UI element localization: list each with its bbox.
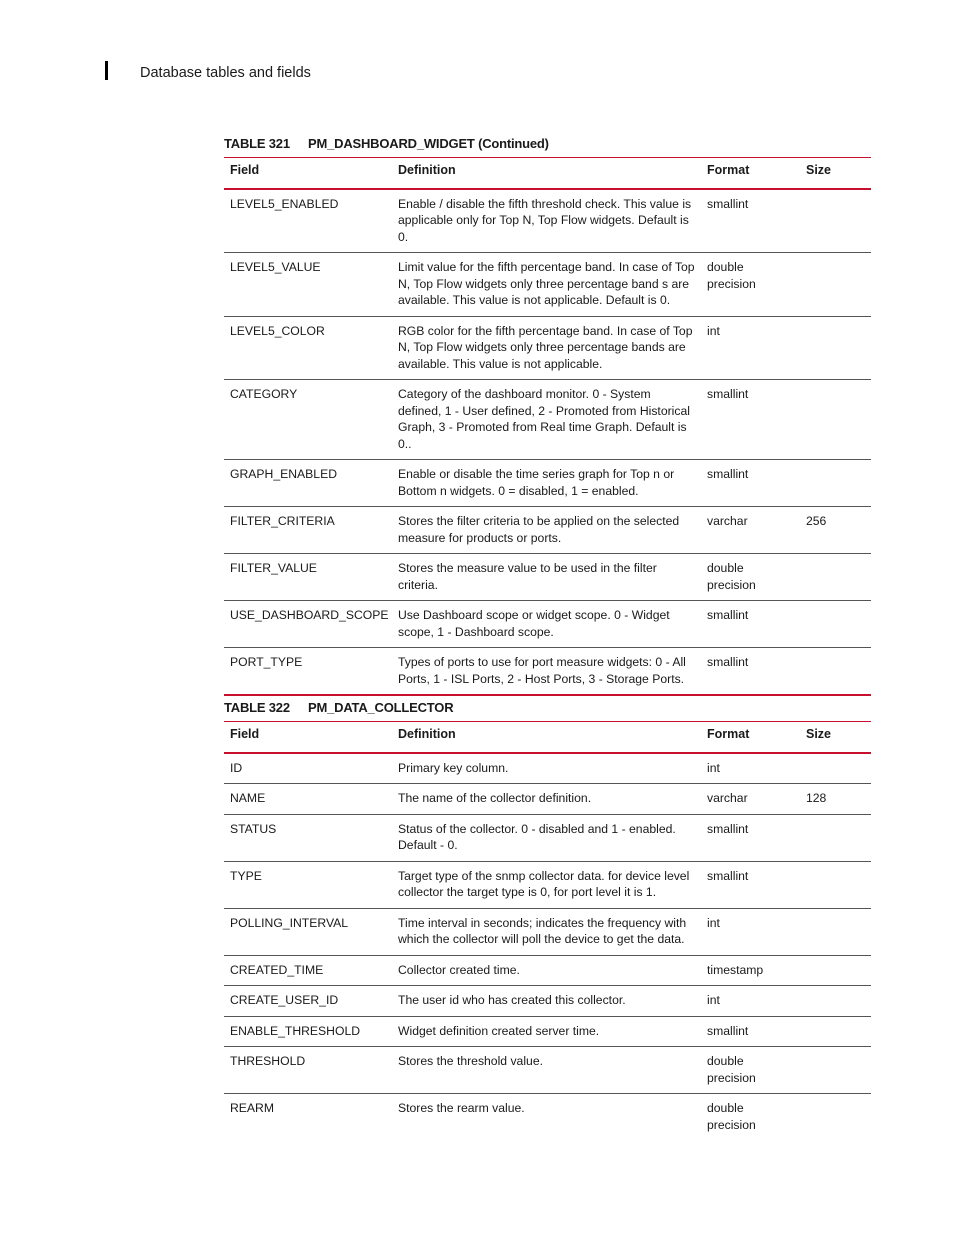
table-row [224, 784, 871, 815]
table-row [224, 460, 871, 507]
field-cell: REARM [230, 1101, 275, 1115]
size-cell [800, 1094, 871, 1141]
table-row [224, 189, 871, 253]
field-cell: FILTER_VALUE [224, 554, 392, 601]
format-cell: int [701, 316, 800, 380]
column-header-format: Format [701, 722, 800, 753]
definition-cell: Stores the threshold value. [392, 1047, 701, 1094]
page-header-title: Database tables and fields [140, 65, 311, 81]
definition-cell: The name of the collector definition. [392, 784, 701, 815]
definition-cell: Primary key column. [392, 753, 701, 784]
definition-cell: Stores the measure value to be used in the filter criteria. [392, 554, 701, 601]
field-cell: ID [224, 753, 392, 784]
format-cell: double precision [701, 554, 800, 601]
size-cell [800, 908, 871, 955]
field-cell: ENABLE_THRESHOLD [224, 1016, 392, 1047]
size-cell [800, 861, 871, 908]
definition-cell: Collector created time. [392, 955, 701, 986]
definition-cell: Limit value for the fifth percentage band. In case of Top N, Top Flow widgets only three percentage band s are available. This value is not applicable. Default is 0. [392, 253, 701, 317]
size-cell: 128 [800, 784, 871, 815]
column-header-size: Size [800, 158, 871, 189]
definition-cell: Widget definition created server time. [392, 1016, 701, 1047]
format-cell: varchar [701, 507, 800, 554]
field-cell: CREATED_TIME [224, 955, 392, 986]
table-row [224, 380, 871, 460]
table-number: TABLE 321 [224, 136, 290, 151]
field-cell: NAME [224, 784, 392, 815]
definition-cell: Use Dashboard scope or widget scope. 0 - Widget scope, 1 - Dashboard scope. [392, 601, 701, 648]
table-row [224, 1047, 871, 1094]
format-cell: int [701, 753, 800, 784]
column-header-field: Field [224, 722, 392, 753]
size-cell [800, 189, 871, 253]
size-cell [800, 986, 871, 1017]
field-cell: CREATE_USER_ID [224, 986, 392, 1017]
table-caption [224, 700, 453, 715]
format-cell: smallint [701, 189, 800, 253]
definition-cell: Category of the dashboard monitor. 0 - System defined, 1 - User defined, 2 - Promoted from Historical Graph, 3 - Promoted from Real time Graph. Default is 0.. [392, 380, 701, 460]
definition-cell: Stores the filter criteria to be applied on the selected measure for products or ports. [392, 507, 701, 554]
table-title: PM_DATA_COLLECTOR [308, 700, 454, 715]
table-caption [224, 136, 549, 151]
header-bar [105, 61, 108, 80]
field-cell: POLLING_INTERVAL [224, 908, 392, 955]
format-cell: smallint [701, 1016, 800, 1047]
size-cell [800, 1047, 871, 1094]
format-cell: double precision [707, 1101, 756, 1132]
table-row [224, 316, 871, 380]
table-pm-dashboard-widget [224, 157, 871, 696]
definition-cell: Status of the collector. 0 - disabled and 1 - enabled. Default - 0. [392, 814, 701, 861]
size-cell [800, 460, 871, 507]
size-cell [800, 753, 871, 784]
format-cell: timestamp [701, 955, 800, 986]
table-row [224, 648, 871, 696]
field-cell: PORT_TYPE [224, 648, 392, 696]
table-row [224, 507, 871, 554]
size-cell [800, 316, 871, 380]
column-header-size: Size [800, 722, 871, 753]
field-cell: LEVEL5_VALUE [224, 253, 392, 317]
format-cell: double precision [701, 253, 800, 317]
table-row [224, 753, 871, 784]
definition-cell: Time interval in seconds; indicates the frequency with which the collector will poll the device to get the data. [392, 908, 701, 955]
definition-cell: Types of ports to use for port measure widgets: 0 - All Ports, 1 - ISL Ports, 2 - Host Ports, 3 - Storage Ports. [392, 648, 701, 696]
table-row [224, 601, 871, 648]
size-cell [800, 814, 871, 861]
format-cell: int [701, 986, 800, 1017]
size-cell [800, 955, 871, 986]
field-cell: TYPE [224, 861, 392, 908]
size-cell [800, 1016, 871, 1047]
table-title: PM_DASHBOARD_WIDGET (Continued) [308, 136, 549, 151]
format-cell: int [701, 908, 800, 955]
field-cell: CATEGORY [224, 380, 392, 460]
format-cell: smallint [701, 814, 800, 861]
format-cell: double precision [701, 1047, 800, 1094]
format-cell: smallint [701, 861, 800, 908]
field-cell: STATUS [224, 814, 392, 861]
table-row [224, 814, 871, 861]
format-cell: smallint [701, 380, 800, 460]
field-cell: GRAPH_ENABLED [224, 460, 392, 507]
definition-cell: RGB color for the fifth percentage band. In case of Top N, Top Flow widgets only three percentage bands are available. This value is not applicable. [392, 316, 701, 380]
format-cell: smallint [701, 648, 800, 696]
table-row [224, 908, 871, 955]
definition-cell: The user id who has created this collector. [392, 986, 701, 1017]
size-cell [800, 380, 871, 460]
field-cell: THRESHOLD [224, 1047, 392, 1094]
size-cell: 256 [800, 507, 871, 554]
table-row [224, 1094, 871, 1141]
field-cell: LEVEL5_ENABLED [224, 189, 392, 253]
table-header-row [224, 158, 871, 189]
definition-cell: Target type of the snmp collector data. for device level collector the target type is 0, for port level it is 1. [392, 861, 701, 908]
field-cell: USE_DASHBOARD_SCOPE [224, 601, 392, 648]
table-row [224, 986, 871, 1017]
column-header-definition: Definition [392, 158, 701, 189]
field-cell: FILTER_CRITERIA [224, 507, 392, 554]
definition-cell: Enable / disable the fifth threshold check. This value is applicable only for Top N, Top Flow widgets. Default is 0. [392, 189, 701, 253]
table-row [224, 1016, 871, 1047]
table-number: TABLE 322 [224, 700, 290, 715]
format-cell: varchar [701, 784, 800, 815]
size-cell [800, 253, 871, 317]
size-cell [800, 648, 871, 696]
table-row [224, 955, 871, 986]
format-cell: smallint [701, 601, 800, 648]
table-row [224, 861, 871, 908]
column-header-field: Field [224, 158, 392, 189]
size-cell [800, 601, 871, 648]
table-row [224, 554, 871, 601]
column-header-format: Format [701, 158, 800, 189]
table-pm-data-collector [224, 721, 871, 1140]
table-header-row [224, 722, 871, 753]
field-cell: LEVEL5_COLOR [224, 316, 392, 380]
definition-cell: Enable or disable the time series graph for Top n or Bottom n widgets. 0 = disabled, 1 = enabled. [392, 460, 701, 507]
size-cell [800, 554, 871, 601]
column-header-definition: Definition [392, 722, 701, 753]
format-cell: smallint [701, 460, 800, 507]
table-row [224, 253, 871, 317]
definition-cell: Stores the rearm value. [398, 1101, 525, 1115]
